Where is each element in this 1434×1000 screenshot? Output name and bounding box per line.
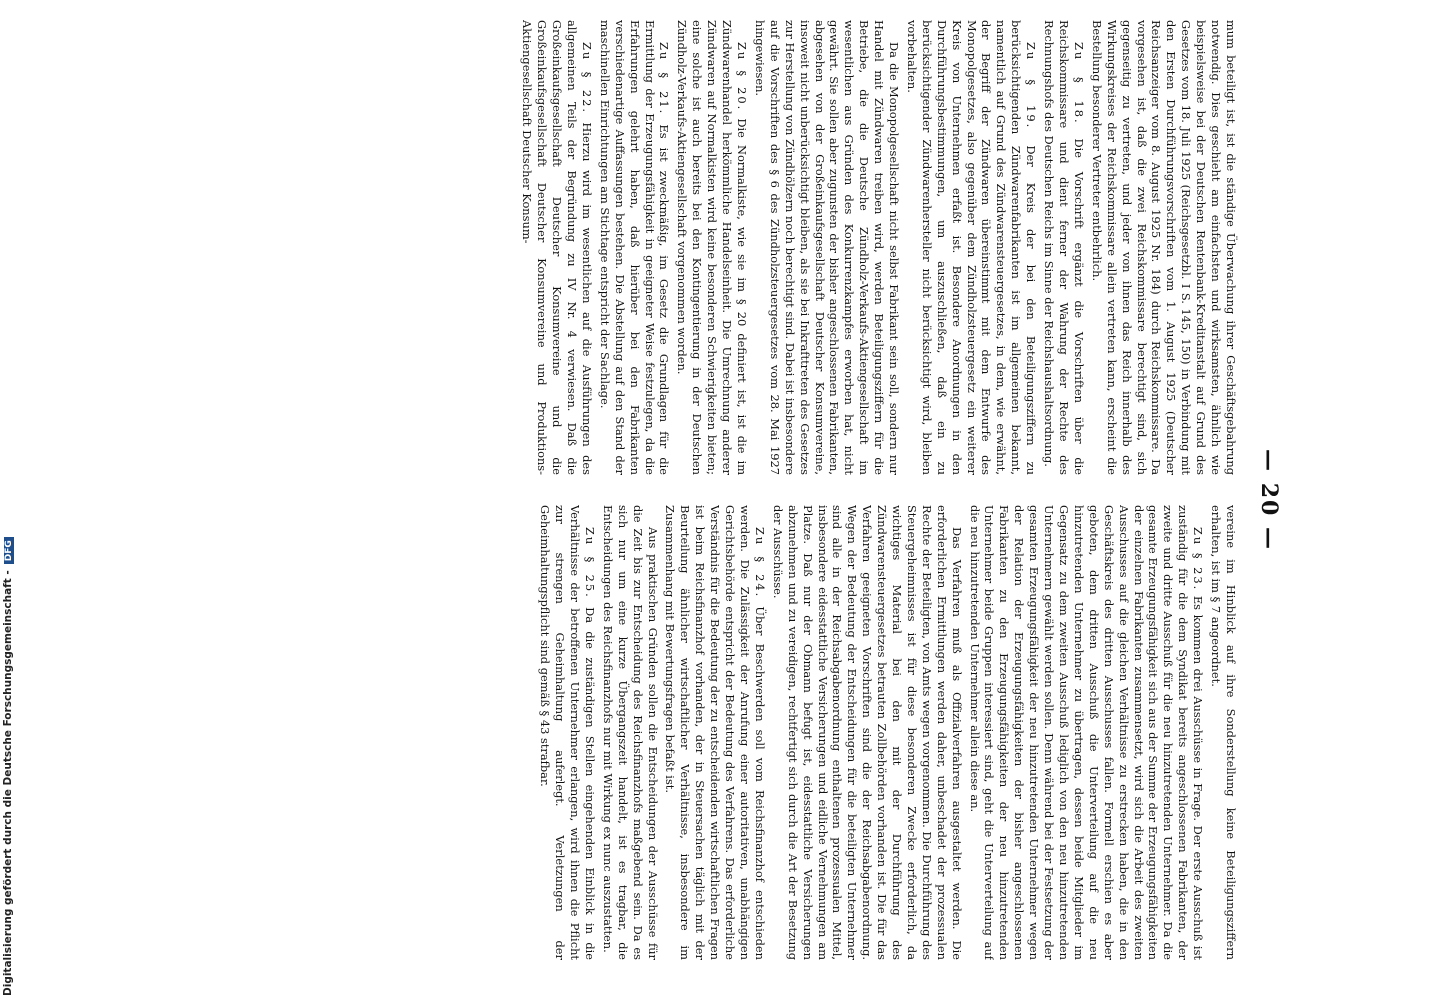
section-heading: Zu § 20. <box>735 42 749 112</box>
paragraph-text: Aus praktischen Gründen sollen die Entscheidungen der Ausschüsse für die Zeit bis zur Entscheidung des Reichsfinanzhofs maßgebend sein. Da es sich nur um eine kurze Übergangszeit handelt, ist es tragbar, die Entscheidungen des Reichsfinanzhofs nur mit Wirkung ex nunc auszustatten. <box>600 505 660 960</box>
dfg-logo: DFG <box>4 537 14 564</box>
paragraph-text: Es kommen drei Ausschüsse in Frage. Der erste Ausschuß ist zuständig für die dem Syndikat bereits angeschlossenen Fabrikanten, der zweite und dritte Ausschuß für die neu hinzutretenden Unternehmer. Da die gesamte Erzeugungsfähigkeit sich aus der Summe der Erzeugungsfähigkeiten der einzelnen Fabrikanten zusammensetzt, wird sich die Arbeit des zweiten Ausschusses auf die gleichen Verhältnisse zu erstrecken haben, die in den Geschäftskreis des dritten Ausschusses fallen. Formell erschien es aber geboten, dem dritten Ausschuß die Unterverteilung auf die neu hinzutretenden Unternehmer zu übertragen, dessen beide Mitglieder im Gegensatz zu dem zweiten Ausschuß lediglich von den neu hinzutretenden Unternehmern gewählt werden sollen. Denn während bei der Festsetzung der gesamten Erzeugungsfähigkeit der neu hinzutretenden Unternehmer wegen der Relation der Erzeugungsfähigkeiten der bisher angeschlossenen Fabrikanten zu den Erzeugungsfähigkeiten der neu hinzutretenden Unternehmer beide Gruppen interessiert sind, geht die Unterverteilung auf die neu hinzutretenden Unternehmer allein diese an. <box>967 505 1206 960</box>
paragraph-text: Es ist zweckmäßig, im Gesetz die Grundlagen für die Ermittlung der Erzeugungsfähigkeit in geeigneter Weise festzulegen, da die Erfahrungen gelehrt haben, daß hierüber bei den Fabrikanten verschiedenartige Auffassungen bestehen. Die Abstellung auf den Stand der maschinellen Einrichtungen am Stichtage entspricht der Sachlage. <box>597 20 672 475</box>
section-heading: Zu § 24. <box>752 527 767 599</box>
section-heading: Zu § 19. <box>1024 42 1039 130</box>
paragraph <box>1041 20 1086 475</box>
page-number: — 20 — <box>1256 449 1282 551</box>
digitization-sidebar <box>0 0 20 1000</box>
paragraph <box>904 20 1038 475</box>
paragraph <box>1208 505 1238 960</box>
credit-text: Digitalisierung gefördert durch die Deutsche Forschungsgemeinschaft - <box>2 570 14 996</box>
paragraph <box>1089 20 1238 475</box>
paragraph <box>770 505 964 960</box>
section-heading: Zu § 18. <box>1071 42 1086 125</box>
paragraph-text: Die Normalkiste, wie sie im § 20 definiert ist, ist die im Zündwarenhandel herkömmliche Handelseinheit. Die Umrechnung anderer Zündwaren auf Normalkisten wird keine besonderen Schwierigkeiten bieten; eine solche ist auch bereits bei den Kontingentierung in der Deutschen Zündholz-Verkaufs-Aktiengesellschaft vorgenommen worden. <box>675 20 749 475</box>
section-heading: Zu § 23. <box>1191 527 1206 592</box>
paragraph-text: Da die zuständigen Stellen eingehenden Einblick in die Verhältnisse der betroffenen Unternehmer erlangen, wird ihnen die Pflicht zur strengen Geheimhaltung auferlegt. Verletzungen der Geheimhaltungspflicht sind gemäß § 43 strafbar. <box>538 505 597 960</box>
section-heading: Zu § 22. <box>579 42 594 114</box>
left-column <box>78 20 1238 475</box>
paragraph <box>519 20 594 475</box>
section-heading: Zu § 25. <box>582 527 597 599</box>
paragraph <box>674 20 749 475</box>
paragraph <box>537 505 597 960</box>
paragraph-text: vereine im Hinblick auf ihre Sonderstellung keine Beteiligungsziffern erhalten, ist im § 7 angeordnet. <box>1209 505 1238 960</box>
right-column <box>78 505 1238 960</box>
paragraph <box>597 20 672 475</box>
digitization-credit <box>2 6 14 996</box>
paragraph-text: mum beteiligt ist, ist die ständige Überwachung ihrer Geschäftsgebahrung notwendig. Dies geschieht am einfachsten und wirksamsten, ähnlich wie beispielsweise bei der Deutschen Rentenbank-Kreditanstalt auf Grund des Gesetzes vom 18. Juli 1925 (Reichsgesetzbl. I S. 145, 150) in Verbindung mit den Ersten Durchführungsvorschriften vom 1. August 1925 (Deutscher Reichsanzeiger vom 8. August 1925 Nr. 184) durch Reichskommissare. Da vorgesehen ist, daß die zwei Reichskommissare berechtigt sind, sich gegenseitig zu vertreten, und jeder von ihnen das Reich innerhalb des Wirkungskreises der Reichskommissare allein vertreten kann, erscheint die Bestellung besonderer Vertreter entbehrlich. <box>1089 20 1238 475</box>
paragraph-text: Über Beschwerden soll vom Reichsfinanzhof entschieden werden. Die Zulässigkeit der Anrufung einer autoritativen, unabhängigen Gerichtsbehörde entspricht der Bedeutung des Verfahrens. Das erforderliche Verständnis für die Bedeutung der zu entscheidenden wirtschaftlichen Fragen ist beim Reichsfinanzhof vorhanden, der in Steuersachen täglich mit der Beurteilung ähnlicher wirtschaftlicher Verhältnisse, insbesondere im Zusammenhang mit Bewertungsfragen befaßt ist. <box>663 505 767 960</box>
paragraph <box>752 20 901 475</box>
paragraph-text: Das Verfahren muß als Offizialverfahren ausgestaltet werden. Die erforderlichen Ermittlungen werden daher, unbeschadet der prozessualen Rechte der Beteiligten, von Amts wegen vorgenommen. Die Durchführung des Steuergeheimnisses ist für diese besonderen Zwecke erforderlich, da wichtiges Material bei den mit der Durchführung des Zündwarensteuergesetzes betrauten Zollbehörden vorhanden ist. Die für das Verfahren geeigneten Vorschriften sind die der Reichsabgabenordnung. Wegen der Bedeutung der Entscheidungen für die beteiligten Unternehmer sind alle in der Reichsabgabenordnung enthaltenen prozessualen Mittel, insbesondere eidesstattliche Versicherungen und eidliche Vernehmungen am Platze. Daß nur der Obmann befugt ist, eidesstattliche Versicherungen abzunehmen und zu vereidigen, rechtfertigt sich durch die Art der Besetzung der Ausschüsse. <box>770 505 964 960</box>
paragraph-text: Da die Monopolgesellschaft nicht selbst Fabrikant sein soll, sondern nur Handel mit Zündwaren treiben wird, werden Beteiligungsziffern für die Betriebe, die die Deutsche Zündholz-Verkaufs-Aktiengesellschaft im wesentlichen aus Gründen des Konkurrenzkampfes erworben hat, nicht gewährt. Sie sollen aber zugunsten der bisher angeschlossenen Fabrikanten, abgesehen von der Großeinkaufsgesellschaft Deutscher Konsumvereine, insoweit nicht unberücksichtigt bleiben, als sie bei Inkrafttreten des Gesetzes zur Herstellung von Zündhölzern noch berechtigt sind. Dabei ist insbesondere auf die Vorschriften des § 6 des Zündholzsteuergesetzes vom 28. Mai 1927 hingewiesen. <box>752 20 902 475</box>
paragraph-text: Hierzu wird im wesentlichen auf die Ausführungen des allgemeinen Teils der Begründung zu IV Nr. 4 verwiesen. Daß die Großeinkaufsgesellschaft Deutscher Konsumvereine und die Großeinkaufsgesellschaft Deutscher Konsumvereine und Produktions-Aktiengesellschaft Deutscher Konsum- <box>520 20 594 475</box>
paragraph <box>600 505 660 960</box>
section-heading: Zu § 21. <box>657 42 672 116</box>
paragraph-text: Die Vorschrift ergänzt die Vorschriften über die Reichskommissare und dient ferner der Wahrung der Rechte des Rechnungshofs des Deutschen Reichs im Sinne der Reichshaushaltsordnung. <box>1042 20 1086 475</box>
paragraph <box>967 505 1206 960</box>
paragraph <box>663 505 767 960</box>
paragraph-text: Der Kreis der bei den Beteiligungsziffern zu berücksichtigenden Zündwarenfabrikanten ist im allgemeinen bekannt, namentlich auf Grund des Zündwarensteuergesetzes, in dem, wie erwähnt, der Begriff der Zündwaren übereinstimmt mit dem Entwurfe des Monopolgesetzes, also gegenüber dem Zündholzsteuergesetz ein weiterer Kreis von Unternehmen erfaßt ist. Besondere Anordnungen in den Durchführungsbestimmungen, um auszuschließen, daß ein zu berücksichtigender Zündwarenhersteller nicht berücksichtigt wird, bleiben vorbehalten. <box>904 20 1039 475</box>
